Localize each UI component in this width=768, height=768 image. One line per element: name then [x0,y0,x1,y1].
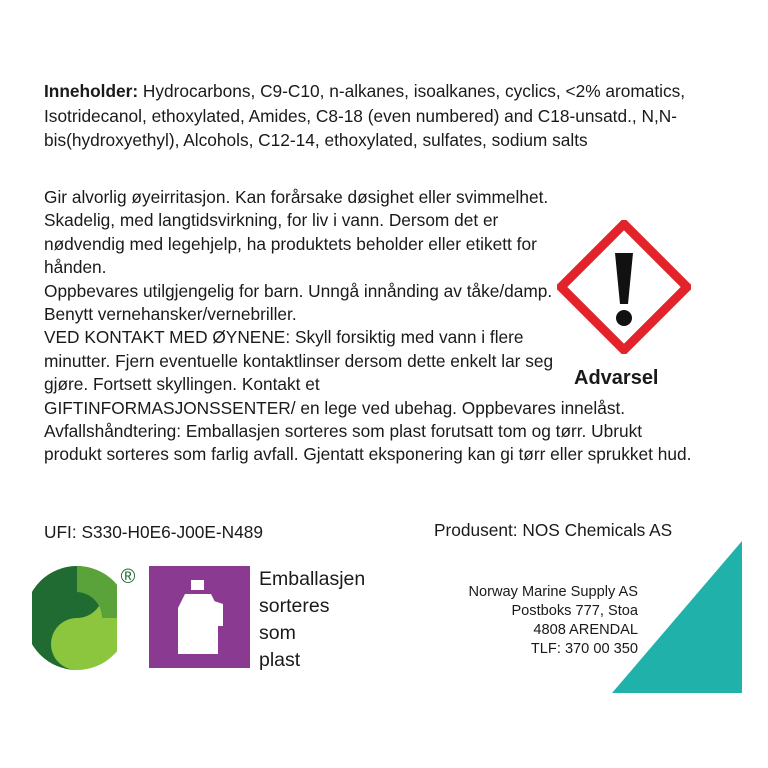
registered-mark: ® [120,566,136,588]
teal-corner-triangle [612,541,742,693]
recycling-line-2: sorteres [259,595,330,617]
ingredients-lead: Inneholder: [44,81,139,101]
hazard-paragraph-3a: VED KONTAKT MED ØYNENE: Skyll forsiktig med vann i flere minutter. Fjern eventuelle kontaktlinser dersom dette enkelt lar seg gjøre. Fortsett skyllingen. Kontakt et [44,327,554,395]
ingredients-text [44,79,694,153]
ufi-code: UFI: S330-H0E6-J00E-N489 [44,522,263,542]
green-dot-icon [32,563,142,673]
signal-word: Advarsel [574,367,659,389]
hazard-paragraph-3b: GIFTINFORMASJONSSENTER/ en lege ved ubehag. Oppbevares innelåst. Avfallshåndtering: Emballasjen sorteres som plast forutsatt tom og tørr. Ubrukt produkt sorteres som farlig avfall. Gjentatt eksponering kan gi tørr eller sprukket hud. [44,397,692,465]
plastic-bottle-icon [149,566,250,668]
ingredients-list: Hydrocarbons, C9-C10, n-alkanes, isoalkanes, cyclics, <2% aromatics, Isotridecanol, ethoxylated, Amides, C8-18 (even numbered) and C18-unsatd., N,N-bis(hydroxyethyl), Alcohols, C12-14, ethoxylated, sulfates, sodium salts [44,81,686,150]
recycling-line-3: som [259,622,296,644]
address-phone: TLF: 370 00 350 [530,641,638,657]
recycling-instruction [259,566,399,674]
address-city: 4808 ARENDAL [533,622,638,638]
producer-name: Produsent: NOS Chemicals AS [434,520,673,540]
recycling-line-1: Emballasjen [259,568,366,590]
plastic-recycling-badge [149,566,250,668]
hazard-paragraph-1: Gir alvorlig øyeirritasjon. Kan forårsake døsighet eller svimmelhet. Skadelig, med langtidsvirkning, for liv i vann. Dersom det er nødvendig med legehjelp, ha produktets beholder eller etikett for hånden. [44,187,549,278]
hazard-paragraph-2: Oppbevares utilgjengelig for barn. Unngå innånding av tåke/damp. Benytt vernehansker/vernebriller. [44,280,553,325]
recycling-line-4: plast [259,649,301,671]
address-company: Norway Marine Supply AS [468,584,638,600]
distributor-address [420,583,638,659]
address-postbox: Postboks 777, Stoa [511,603,638,619]
exclamation-mark-hazard-icon [557,220,691,354]
